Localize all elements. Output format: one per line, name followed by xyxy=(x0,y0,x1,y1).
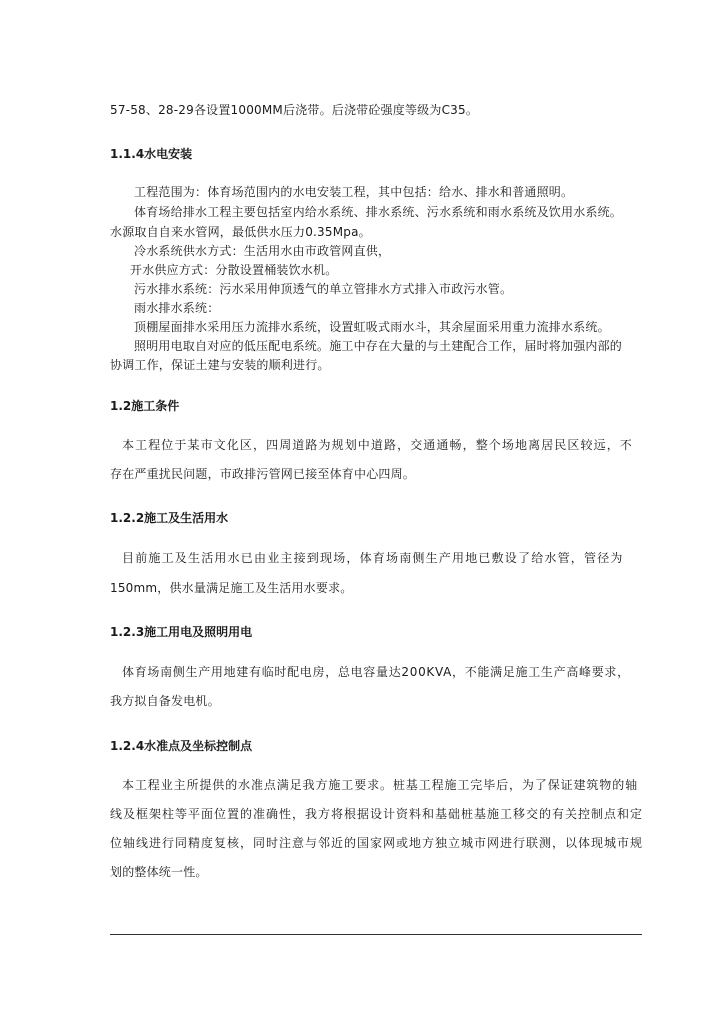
paragraph-line: 本工程位于某市文化区，四周道路为规划中道路，交通通畅，整个场地离居民区较远，不 xyxy=(122,438,633,452)
paragraph-line: 划的整体统一性。 xyxy=(110,865,208,879)
paragraph-line: 工程范围为：体育场范围内的水电安装工程，其中包括：给水、排水和普通照明。 xyxy=(134,185,574,199)
section-heading-water-electric: 1.1.4水电安装 xyxy=(110,147,193,161)
paragraph-line: 开水供应方式：分散设置桶装饮水机。 xyxy=(130,263,338,277)
paragraph-line: 冷水系统供水方式：生活用水由市政管网直供， xyxy=(134,244,391,258)
section-heading-benchmark: 1.2.4水准点及坐标控制点 xyxy=(110,739,253,753)
footer-divider xyxy=(110,934,642,935)
paragraph-line: 我方拟自备发电机。 xyxy=(110,694,220,708)
paragraph-line: 位轴线进行同精度复核，同时注意与邻近的国家网或地方独立城市网进行联测，以体现城市规 xyxy=(110,836,644,850)
section-heading-power-supply: 1.2.3施工用电及照明用电 xyxy=(110,625,253,639)
paragraph-line: 存在严重扰民问题，市政排污管网已接至体育中心四周。 xyxy=(110,467,416,481)
paragraph-line: 57-58、28-29各设置1000MM后浇带。后浇带砼强度等级为C35。 xyxy=(110,103,479,117)
paragraph-line: 体育场给排水工程主要包括室内给水系统、排水系统、污水系统和雨水系统及饮用水系统。 xyxy=(134,205,623,219)
section-heading-construction-conditions: 1.2施工条件 xyxy=(110,399,180,413)
paragraph-line: 协调工作，保证土建与安装的顺利进行。 xyxy=(110,358,330,372)
paragraph-line: 照明用电取自对应的低压配电系统。施工中存在大量的与土建配合工作，届时将加强内部的 xyxy=(134,339,623,353)
paragraph-line: 污水排水系统：污水采用伸顶透气的单立管排水方式排入市政污水管。 xyxy=(134,282,513,296)
paragraph-line: 体育场南侧生产用地建有临时配电房，总电容量达200KVA，不能满足施工生产高峰要求， xyxy=(122,665,630,679)
paragraph-line: 顶棚屋面排水采用压力流排水系统，设置虹吸式雨水斗，其余屋面采用重力流排水系统。 xyxy=(134,320,610,334)
paragraph-line: 线及框架柱等平面位置的准确性，我方将根据设计资料和基础桩基施工移交的有关控制点和定 xyxy=(110,807,644,821)
paragraph-line: 目前施工及生活用水已由业主接到现场，体育场南侧生产用地已敷设了给水管，管径为 xyxy=(122,551,624,565)
paragraph-line: 本工程业主所提供的水准点满足我方施工要求。桩基工程施工完毕后，为了保证建筑物的轴 xyxy=(122,778,639,792)
paragraph-line: 水源取自自来水管网，最低供水压力0.35Mpa。 xyxy=(110,225,371,239)
paragraph-line: 雨水排水系统： xyxy=(134,301,220,315)
section-heading-water-supply: 1.2.2施工及生活用水 xyxy=(110,511,229,525)
paragraph-line: 150mm，供水量满足施工及生活用水要求。 xyxy=(110,581,353,595)
